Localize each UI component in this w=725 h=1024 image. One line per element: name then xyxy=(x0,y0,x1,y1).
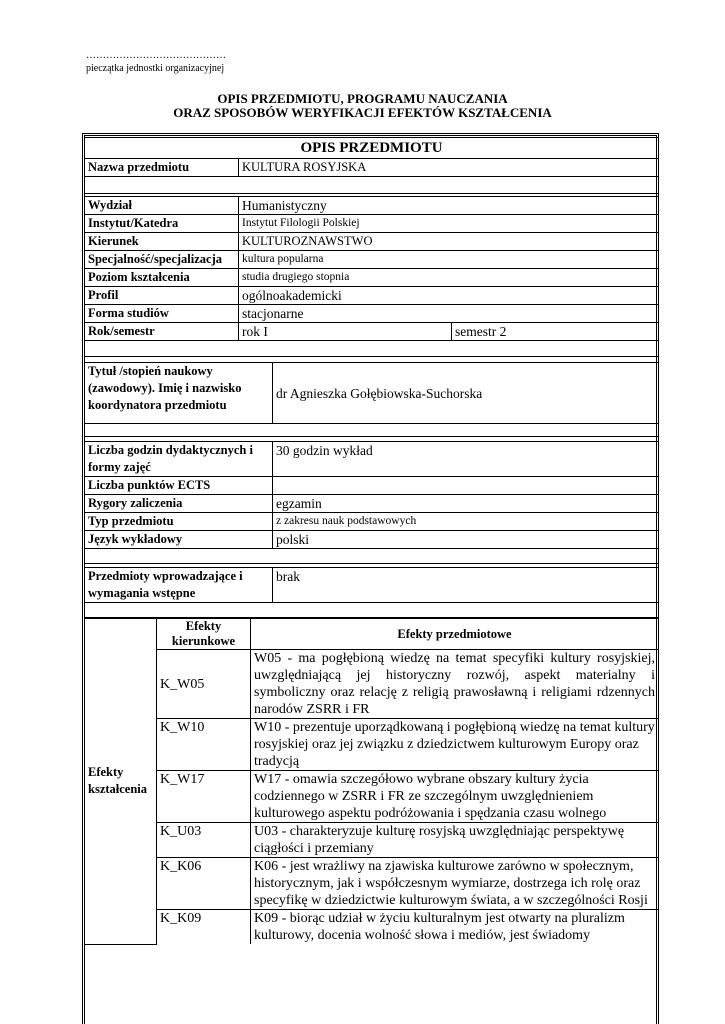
ects-value xyxy=(273,477,659,495)
faculty-label: Wydział xyxy=(85,197,239,215)
faculty-value: Humanistyczny xyxy=(239,197,659,215)
study-form-label: Forma studiów xyxy=(85,305,239,323)
semester-value: semestr 2 xyxy=(452,323,659,341)
hours-label: Liczba godzin dydaktycznych i formy zajęć xyxy=(85,442,273,477)
study-form-value: stacjonarne xyxy=(239,305,659,323)
profile-value: ogólnoakademicki xyxy=(239,287,659,305)
stamp-dots: …………………………………… xyxy=(86,50,226,61)
outcome-code: K_W05 xyxy=(157,650,251,719)
prerequisites-value: brak xyxy=(273,568,659,603)
outcomes-col-course: Efekty przedmiotowe xyxy=(251,619,659,650)
prerequisites-table xyxy=(84,567,659,618)
ects-label: Liczba punktów ECTS xyxy=(85,477,273,495)
coordinator-table xyxy=(84,362,659,437)
course-name-value: KULTURA ROSYJSKA xyxy=(239,159,659,177)
institute-value: Instytut Filologii Polskiej xyxy=(239,215,659,233)
outcome-text: K06 - jest wrażliwy na zjawiska kulturowe zarówno w społecznym, historycznym, jak i współczesnym wymiarze, dostrzega ich rolę oraz specyfikę w dziedzictwie kulturowym świata, a w szczególności Rosji xyxy=(251,858,659,910)
assessment-value: egzamin xyxy=(273,495,659,513)
document-title-line2: ORAZ SPOSOBÓW WERYFIKACJI EFEKTÓW KSZTAŁCENIA xyxy=(173,105,552,120)
level-value: studia drugiego stopnia xyxy=(239,269,659,287)
outcome-row xyxy=(85,823,659,858)
coordinator-value: dr Agnieszka Gołębiowska-Suchorska xyxy=(273,363,659,424)
hours-value: 30 godzin wykład xyxy=(273,442,659,477)
outcome-row xyxy=(85,771,659,823)
institute-label: Instytut/Katedra xyxy=(85,215,239,233)
spacer-row xyxy=(85,603,659,618)
outcome-text: W05 - ma pogłębioną wiedzę na temat specyfiki kultury rosyjskiej, uwzględniającą jej historyczny rozwój, aspekt materialny i symboliczny oraz relację z religią prawosławną i religiami rdzennych narodów ZSRR i FR xyxy=(251,650,659,719)
outcome-row xyxy=(85,910,659,945)
course-name-label: Nazwa przedmiotu xyxy=(85,159,239,177)
outcome-code: K_U03 xyxy=(157,823,251,858)
course-info-table xyxy=(84,137,659,357)
course-details-table xyxy=(84,441,659,564)
spacer-row xyxy=(85,341,659,357)
language-value: polski xyxy=(273,531,659,549)
coordinator-label: Tytuł /stopień naukowy (zawodowy). Imię i nazwisko koordynatora przedmiotu xyxy=(85,363,273,424)
spacer-row xyxy=(85,549,659,564)
stamp-label: pieczątka jednostki organizacyjnej xyxy=(86,63,225,74)
year-semester-label: Rok/semestr xyxy=(85,323,239,341)
spacer-row xyxy=(85,177,659,194)
outcome-code: K_K09 xyxy=(157,910,251,945)
field-label: Kierunek xyxy=(85,233,239,251)
outcome-row xyxy=(85,719,659,771)
section-header: OPIS PRZEDMIOTU xyxy=(85,138,659,159)
language-label: Język wykładowy xyxy=(85,531,273,549)
field-value: KULTUROZNAWSTWO xyxy=(239,233,659,251)
outcome-text: K09 - biorąc udział w życiu kulturalnym jest otwarty na pluralizm kulturowy, docenia wolność słowa i mediów, jest świadomy xyxy=(251,910,659,945)
outcome-text: U03 - charakteryzuje kulturę rosyjską uwzględniając perspektywę ciągłości i przemiany xyxy=(251,823,659,858)
prerequisites-label: Przedmioty wprowadzające i wymagania wstępne xyxy=(85,568,273,603)
specialization-value: kultura popularna xyxy=(239,251,659,269)
course-type-value: z zakresu nauk podstawowych xyxy=(273,513,659,531)
outcome-row xyxy=(85,858,659,910)
learning-outcomes-table xyxy=(84,618,659,945)
outcome-row xyxy=(85,650,659,719)
outcome-code: K_W17 xyxy=(157,771,251,823)
outcomes-section-label: Efekty kształcenia xyxy=(85,619,157,945)
document-title-line1: OPIS PRZEDMIOTU, PROGRAMU NAUCZANIA xyxy=(217,91,508,106)
outcomes-col-program: Efekty kierunkowe xyxy=(157,619,251,650)
outcome-text: W10 - prezentuje uporządkowaną i pogłębioną wiedzę na temat kultury rosyjskiej oraz jej związku z dziedzictwem kulturowym Europy oraz tradycją xyxy=(251,719,659,771)
outcome-text: W17 - omawia szczegółowo wybrane obszary kultury życia codziennego w ZSRR i FR ze szczególnym uwzględnieniem kulturowego aspektu podróżowania i spędzania czasu wolnego xyxy=(251,771,659,823)
course-type-label: Typ przedmiotu xyxy=(85,513,273,531)
outcome-code: K_W10 xyxy=(157,719,251,771)
spacer-row xyxy=(85,424,659,437)
year-value: rok I xyxy=(239,323,452,341)
outcome-code: K_K06 xyxy=(157,858,251,910)
specialization-label: Specjalność/specjalizacja xyxy=(85,251,239,269)
profile-label: Profil xyxy=(85,287,239,305)
level-label: Poziom kształcenia xyxy=(85,269,239,287)
assessment-label: Rygory zaliczenia xyxy=(85,495,273,513)
